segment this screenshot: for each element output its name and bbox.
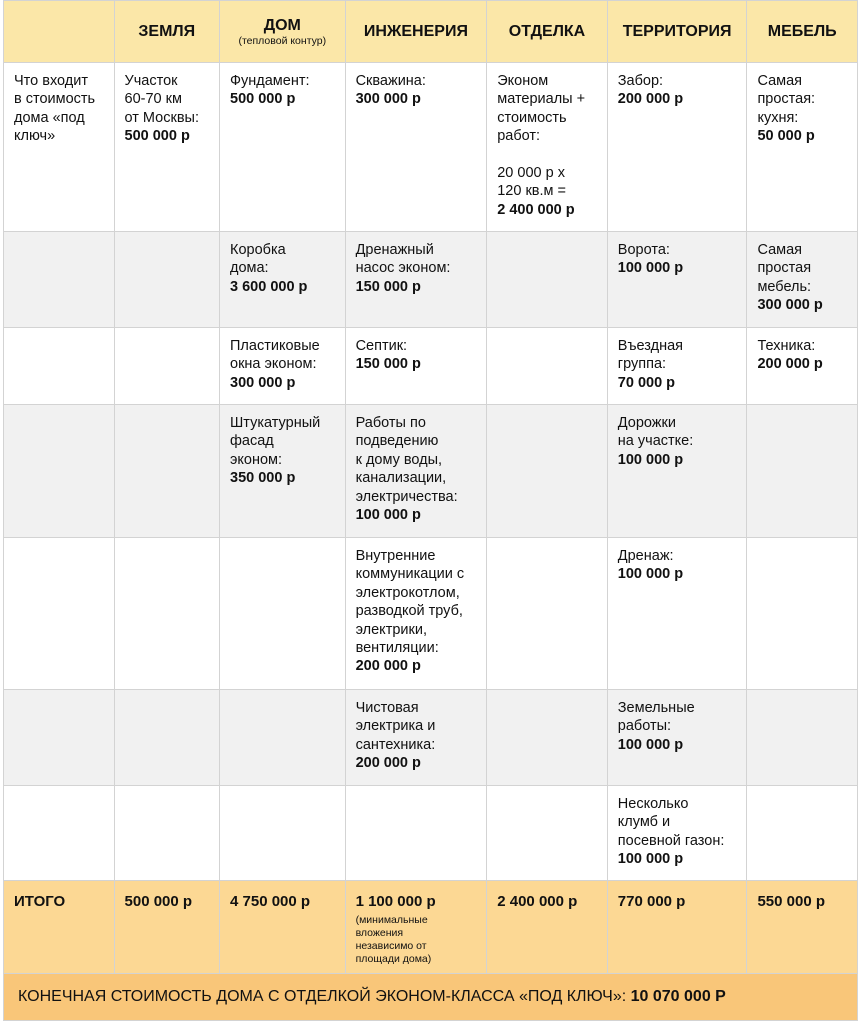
cell-zemlya [114, 786, 219, 881]
cell-label: Дренаж: [617, 548, 674, 564]
cell-otdelka [487, 538, 608, 690]
cell-label: Ворота: [617, 242, 670, 258]
cell-mebel [747, 405, 858, 538]
total-value: 500 000 р [124, 893, 193, 910]
cell-zemlya [114, 690, 219, 786]
cell-value: 200 000 р [355, 658, 421, 675]
total-otdelka [487, 881, 608, 974]
cell-label: Пластиковые окна эконом: [230, 338, 320, 373]
total-inzheneriya [345, 881, 487, 974]
cell-territoriya [607, 405, 747, 538]
cell-label: Эконом материалы + стоимость работ: 20 000 р x 120 кв.м = [497, 73, 586, 200]
header-territoriya: ТЕРРИТОРИЯ [607, 1, 747, 63]
final-cost [4, 974, 858, 1021]
final-row [4, 974, 858, 1021]
cell-inzheneriya [345, 405, 487, 538]
cell-intro [4, 538, 115, 690]
cell-label: Дренажный насос эконом: [355, 242, 451, 277]
cell-label: Дорожки на участке: [617, 415, 694, 450]
total-dom [220, 881, 346, 974]
cell-label: Техника: [757, 338, 816, 354]
cell-mebel [747, 690, 858, 786]
cell-inzheneriya [345, 63, 487, 232]
cell-label: Коробка дома: [230, 242, 286, 277]
total-zemlya [114, 881, 219, 974]
cell-value: 100 000 р [617, 851, 684, 868]
cell-intro [4, 405, 115, 538]
cell-label: Забор: [617, 73, 664, 89]
total-row [4, 881, 858, 974]
cell-intro [4, 328, 115, 405]
total-value: 2 400 000 р [497, 893, 578, 910]
cell-dom [220, 232, 346, 328]
cell-otdelka [487, 786, 608, 881]
cell-territoriya [607, 328, 747, 405]
cell-value: 200 000 р [617, 91, 684, 108]
header-empty-cell [4, 1, 115, 63]
final-value: 10 070 000 Р [630, 987, 726, 1005]
cell-dom [220, 405, 346, 538]
cell-territoriya [607, 63, 747, 232]
final-label: КОНЕЧНАЯ СТОИМОСТЬ ДОМА С ОТДЕЛКОЙ ЭКОНОМ-КЛАССА «ПОД КЛЮЧ»: [18, 987, 631, 1005]
cell-value: 300 000 р [230, 374, 296, 391]
cell-otdelka [487, 232, 608, 328]
total-mebel [747, 881, 858, 974]
cell-intro [4, 690, 115, 786]
cell-mebel [747, 232, 858, 328]
cell-label: Внутренние коммуникации с электрокотлом, разводкой труб, электрики, вентиляции: [355, 548, 465, 657]
cell-label: Работы по подведению к дому воды, канализации, электричества: [355, 415, 458, 505]
cell-mebel [747, 786, 858, 881]
cell-mebel [747, 63, 858, 232]
cell-inzheneriya [345, 328, 487, 405]
cell-inzheneriya [345, 232, 487, 328]
cell-otdelka [487, 63, 608, 232]
cell-label: Несколько клумб и посевной газон: [617, 796, 725, 849]
cell-value: 300 000 р [355, 91, 421, 108]
header-mebel: МЕБЕЛЬ [747, 1, 858, 63]
cell-value: 300 000 р [757, 297, 823, 314]
header-inzheneriya: ИНЖЕНЕРИЯ [345, 1, 487, 63]
table-row [4, 328, 858, 405]
cell-inzheneriya [345, 690, 487, 786]
total-value: 550 000 р [757, 893, 825, 910]
header-zemlya: ЗЕМЛЯ [114, 1, 219, 63]
cell-inzheneriya [345, 538, 487, 690]
cell-mebel [747, 538, 858, 690]
cell-label: Самая простая: кухня: [757, 73, 816, 126]
cell-label: Скважина: [355, 73, 426, 89]
header-row [4, 1, 858, 63]
cell-territoriya [607, 786, 747, 881]
cell-intro [4, 232, 115, 328]
total-value: 1 100 000 р [355, 893, 436, 910]
cell-label: Земельные работы: [617, 700, 695, 735]
table-row [4, 538, 858, 690]
cell-label: Самая простая мебель: [757, 242, 812, 295]
cell-value: 50 000 р [757, 128, 815, 145]
table-row [4, 405, 858, 538]
cell-value: 500 000 р [230, 91, 296, 108]
cell-value: 150 000 р [355, 278, 421, 295]
table-row [4, 63, 858, 232]
cell-label: Чистовая электрика и сантехника: [355, 700, 436, 753]
cell-label: Септик: [355, 338, 408, 354]
cell-mebel [747, 328, 858, 405]
cell-otdelka [487, 405, 608, 538]
cell-value: 500 000 р [124, 128, 190, 145]
cell-value: 200 000 р [757, 356, 823, 373]
cell-intro [4, 786, 115, 881]
cell-label: Что входит в стоимость дома «под ключ» [14, 73, 96, 145]
total-label [4, 881, 115, 974]
cell-value: 100 000 р [355, 507, 421, 524]
cell-label: Въездная группа: [617, 338, 683, 373]
header-otdelka: ОТДЕЛКА [487, 1, 608, 63]
cell-label: Фундамент: [230, 73, 310, 89]
cell-zemlya [114, 538, 219, 690]
cell-otdelka [487, 690, 608, 786]
cell-value: 2 400 000 р [497, 201, 575, 218]
cell-dom [220, 538, 346, 690]
cell-inzheneriya [345, 786, 487, 881]
cell-value: 100 000 р [617, 566, 684, 583]
cell-zemlya [114, 405, 219, 538]
cell-territoriya [607, 232, 747, 328]
cell-label: Участок 60-70 км от Москвы: [124, 73, 199, 126]
cell-value: 350 000 р [230, 470, 296, 487]
table-row [4, 786, 858, 881]
cell-dom [220, 328, 346, 405]
cell-value: 100 000 р [617, 260, 684, 277]
cell-zemlya [114, 232, 219, 328]
table-row [4, 232, 858, 328]
cell-value: 70 000 р [617, 374, 676, 391]
header-dom-subtitle: (тепловой контур) [238, 35, 327, 47]
total-value: 4 750 000 р [230, 893, 311, 910]
cell-label: Штукатурный фасад эконом: [230, 415, 321, 468]
table-row [4, 690, 858, 786]
cell-territoriya [607, 538, 747, 690]
cell-value: 100 000 р [617, 451, 684, 468]
total-note: (минимальные вложения независимо от площади дома) [355, 914, 432, 966]
header-dom: ДОМ (тепловой контур) [220, 1, 346, 63]
total-value: 770 000 р [617, 893, 686, 910]
cell-dom [220, 786, 346, 881]
cell-otdelka [487, 328, 608, 405]
cell-value: 200 000 р [355, 755, 421, 772]
cell-value: 100 000 р [617, 736, 684, 753]
cell-intro [4, 63, 115, 232]
cell-territoriya [607, 690, 747, 786]
cell-dom [220, 63, 346, 232]
cell-value: 150 000 р [355, 356, 421, 373]
cell-zemlya [114, 328, 219, 405]
cell-dom [220, 690, 346, 786]
cell-zemlya [114, 63, 219, 232]
cell-value: 3 600 000 р [230, 278, 308, 295]
total-value: ИТОГО [14, 893, 66, 910]
cost-table [3, 0, 858, 1021]
total-territoriya [607, 881, 747, 974]
